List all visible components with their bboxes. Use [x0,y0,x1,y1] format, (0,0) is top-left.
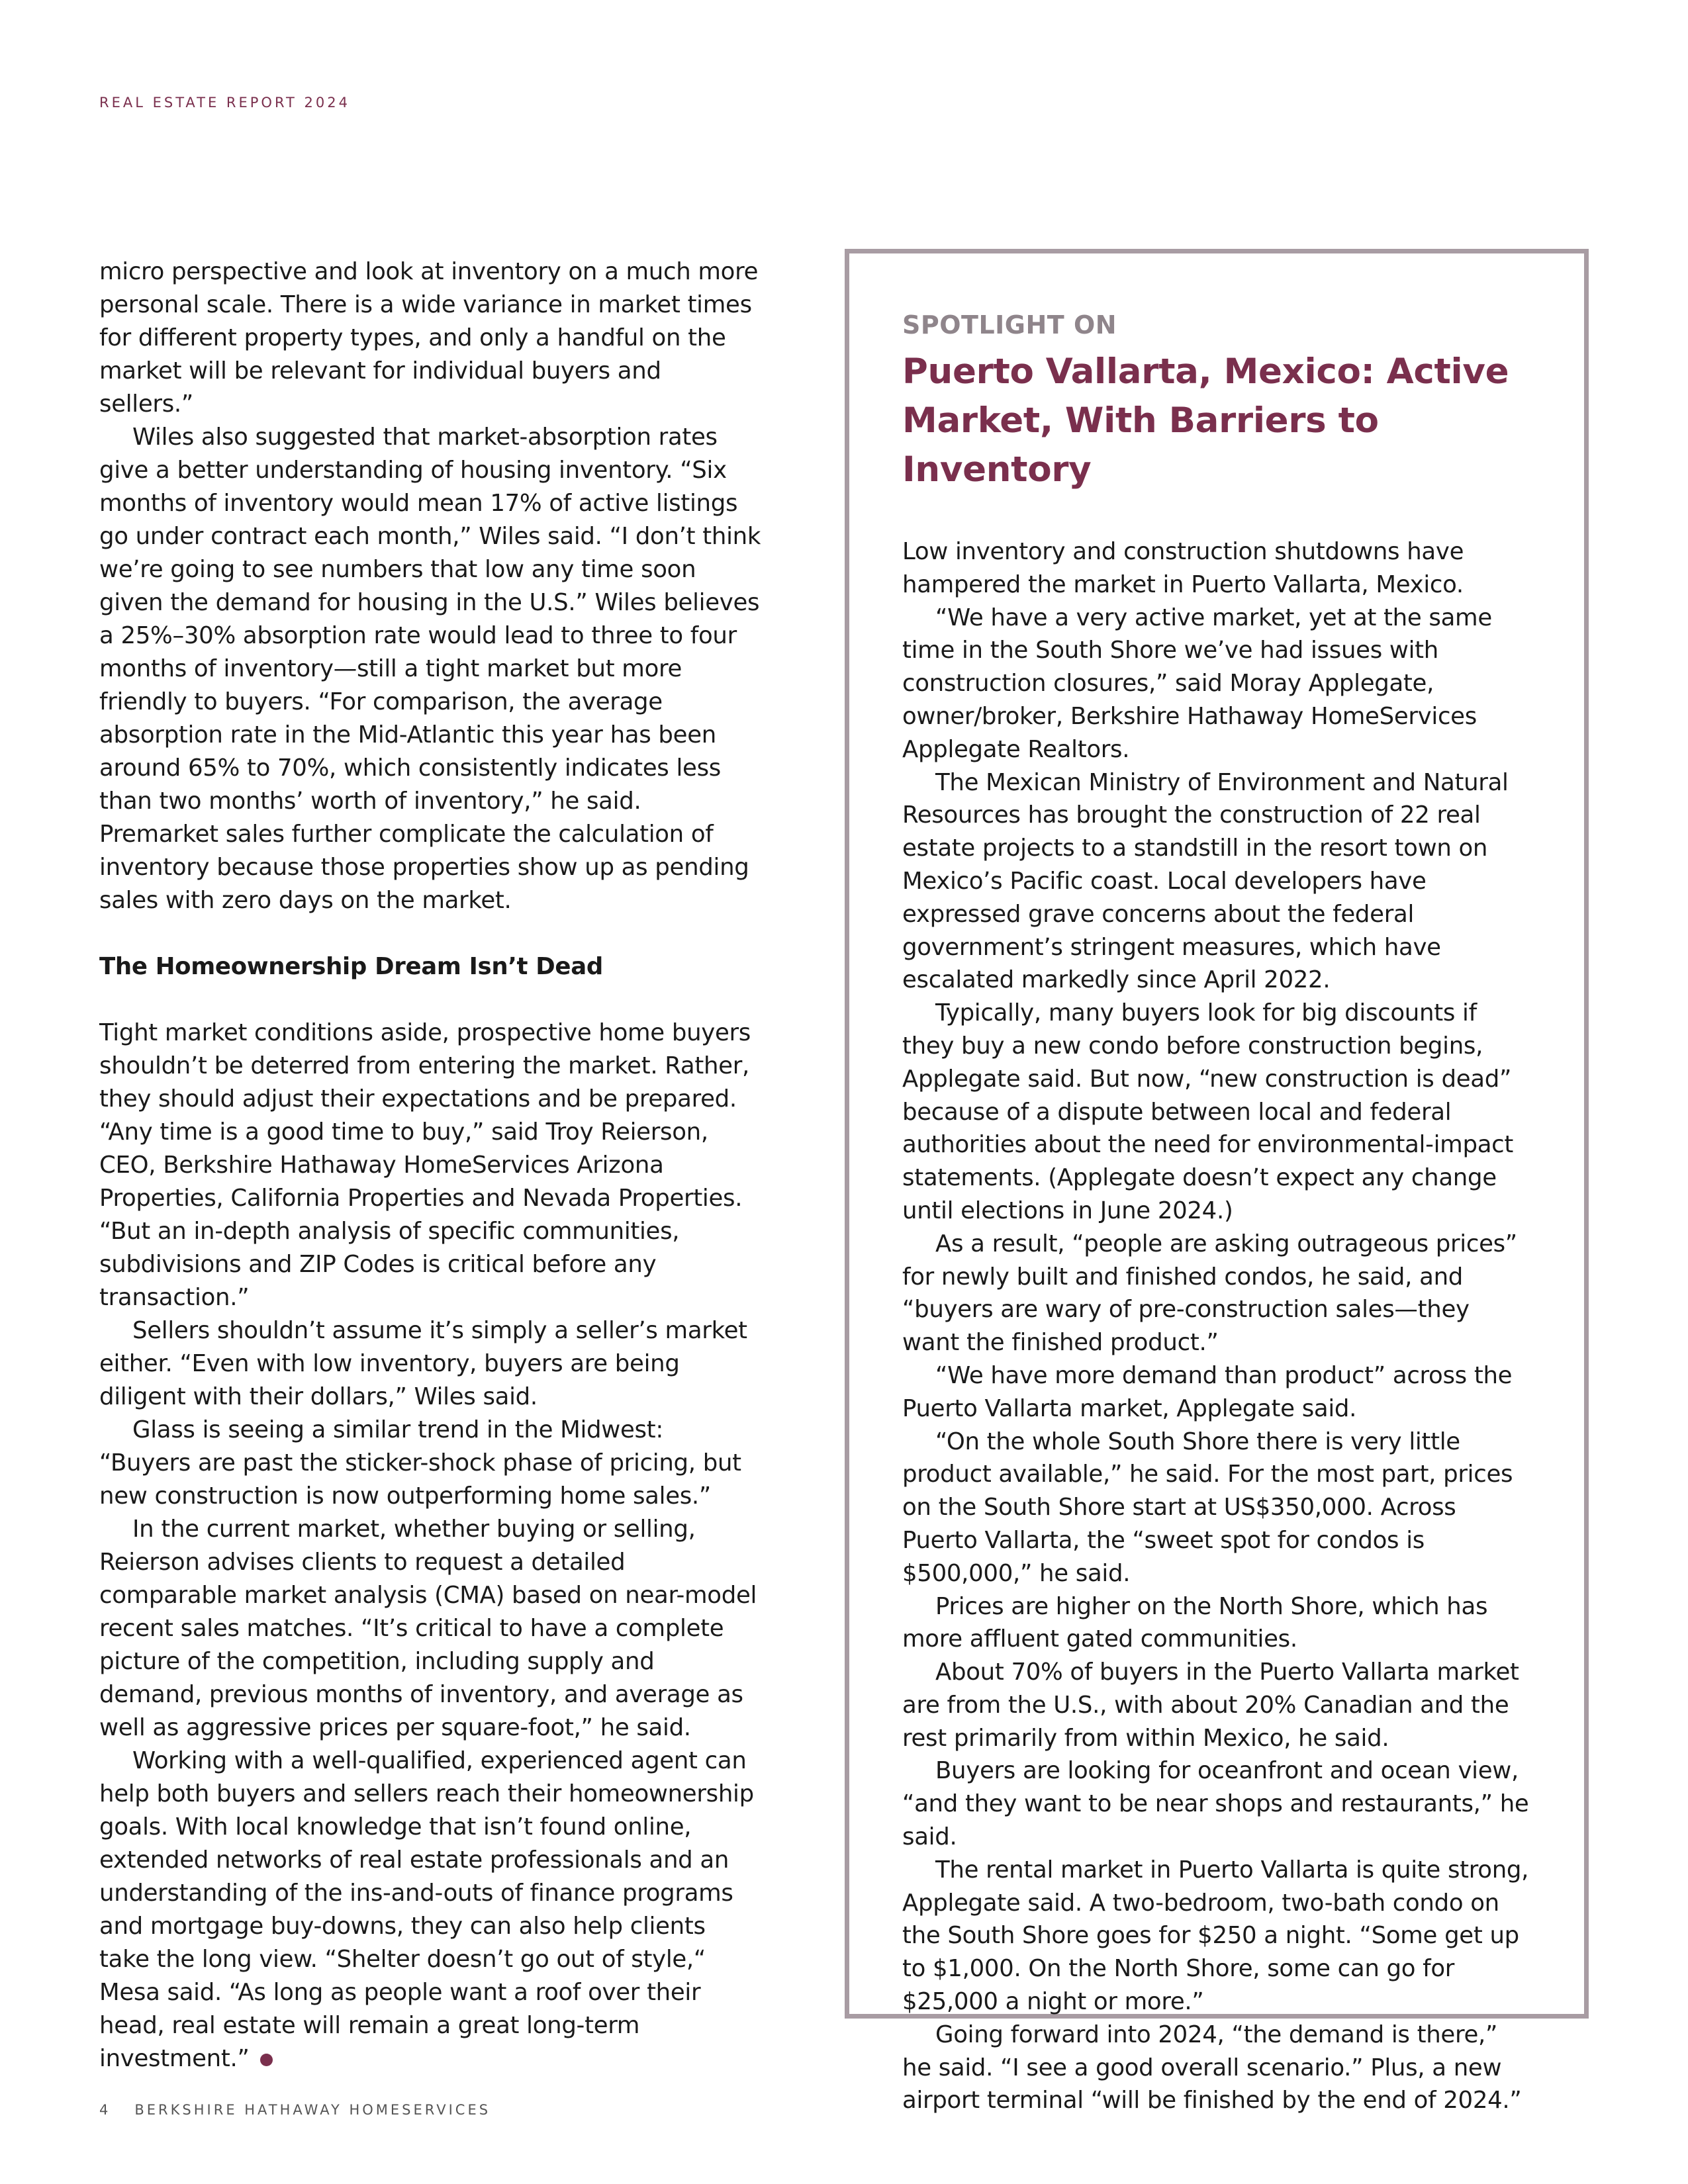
body-paragraph-final [99,1745,761,2075]
sidebar-paragraph: Typically, many buyers look for big discounts if they buy a new condo before construction begins, Applegate said. But now, “new construction is dead” because of a dispute between local and federal authorities about the need for environmental-impact statements. (Applegate doesn’t expect any change until elections in June 2024.) [902,999,1513,1224]
sidebar-title: Puerto Vallarta, Mexico: Active Market, With Barriers to Inventory [902,351,1509,490]
publisher-name: BERKSHIRE HATHAWAY HOMESERVICES [134,2102,491,2118]
sidebar-paragraph: The rental market in Puerto Vallarta is quite strong, Applegate said. A two-bedroom, two-bath condo on the South Shore goes for $250 a night. “Some get up to $1,000. On the North Shore, some can go for $25,000 a night or more.” [902,1856,1529,2016]
sidebar-paragraph: “On the whole South Shore there is very little product available,” he said. For the most part, prices on the South Shore start at US$350,000. Across Puerto Vallarta, the “sweet spot for condos is $500,000,” he said. [902,1428,1513,1587]
sidebar-paragraph: Prices are higher on the North Shore, which has more affluent gated communities. [902,1592,1488,1653]
sidebar-paragraph: “We have more demand than product” across the Puerto Vallarta market, Applegate said. [902,1361,1513,1422]
end-mark-icon [260,2054,273,2066]
sidebar-paragraph: The Mexican Ministry of Environment and Natural Resources has brought the construction of 22 real estate projects to a standstill in the resort town on Mexico’s Pacific coast. Local developers have expressed grave concerns about the federal government’s stringent measures, which have escalated markedly since April 2022. [902,768,1509,994]
running-head: REAL ESTATE REPORT 2024 [99,95,350,111]
sidebar-paragraph: About 70% of buyers in the Puerto Vallarta market are from the U.S., with about 20% Canadian and the rest primarily from within Mexico, he said. [902,1659,1519,1752]
page-footer [99,2102,491,2118]
sidebar-paragraph: “We have a very active market, yet at the same time in the South Shore we’ve had issues with construction closures,” said Moray Applegate, owner/broker, Berkshire Hathaway HomeServices Applegate Realtors. [902,604,1492,763]
body-paragraph: In the current market, whether buying or selling, Reierson advises clients to request a detailed comparable market analysis (CMA) based on near-model recent sales matches. “It’s critical to have a complete picture of the competition, including supply and demand, previous months of inventory, and average as well as aggressive prices per square-foot,” he said. [99,1516,757,1741]
body-paragraph: micro perspective and look at inventory on a much more personal scale. There is a wide variance in market times for different property types, and only a handful on the market will be relevant for individual buyers and sellers.” [99,258,759,418]
body-paragraph: Wiles also suggested that market-absorption rates give a better understanding of housing inventory. “Six months of inventory would mean 17% of active listings go under contract each month,” Wiles said. “I don’t think we’re going to see numbers that low any time soon given the demand for housing in the U.S.” Wiles believes a 25%–30% absorption rate would lead to three to four months of inventory—still a tight market but more friendly to buyers. “For comparison, the average absorption rate in the Mid-Atlantic this year has been around 65% to 70%, which consistently indicates less than two months’ worth of inventory,” he said. Premarket sales further complicate the calculation of inventory because those properties show up as pending sales with zero days on the market. [99,424,761,914]
spotlight-sidebar [845,249,1589,2115]
sidebar-kicker: SPOTLIGHT ON [902,310,1117,340]
page-number: 4 [99,2102,111,2118]
sidebar-paragraph: Buyers are looking for oceanfront and ocean view, “and they want to be near shops and restaurants,” he said. [902,1757,1529,1851]
body-paragraph: Tight market conditions aside, prospective home buyers shouldn’t be deterred from entering the market. Rather, they should adjust their expectations and be prepared. “Any time is a good time to buy,” said Troy Reierson, CEO, Berkshire Hathaway HomeServices Arizona Properties, California Properties and Nevada Properties. “But an in-depth analysis of specific communities, subdivisions and ZIP Codes is critical before any transaction.” [99,1019,751,1311]
sidebar-body [902,535,1531,2117]
body-paragraph: Glass is seeing a similar trend in the Midwest: “Buyers are past the sticker-shock phase of pricing, but new construction is now outperforming home sales.” [99,1416,741,1510]
body-paragraph: Sellers shouldn’t assume it’s simply a seller’s market either. “Even with low inventory, buyers are being diligent with their dollars,” Wiles said. [99,1317,747,1410]
sidebar-paragraph: Low inventory and construction shutdowns have hampered the market in Puerto Vallarta, Mexico. [902,538,1464,598]
body-paragraph-text: Working with a well-qualified, experienced agent can help both buyers and sellers reach their homeownership goals. With local knowledge that isn’t found online, extended networks of real estate professionals and an understanding of the ins-and-outs of finance programs and mortgage buy-downs, they can also help clients take the long view. “Shelter doesn’t go out of style,“ Mesa said. “As long as people want a roof over their head, real estate will remain a great long-term investment.” [99,1747,754,2072]
section-subheading: The Homeownership Dream Isn’t Dead [99,953,603,980]
sidebar-paragraph: As a result, “people are asking outrageous prices” for newly built and finished condos, he said, and “buyers are wary of pre-construction sales—they want the finished product.” [902,1230,1517,1357]
main-article-column [99,255,761,2075]
sidebar-paragraph: Going forward into 2024, “the demand is there,” he said. “I see a good overall scenario.” Plus, a new airport terminal “will be finished by the end of 2024.” [902,2021,1522,2115]
